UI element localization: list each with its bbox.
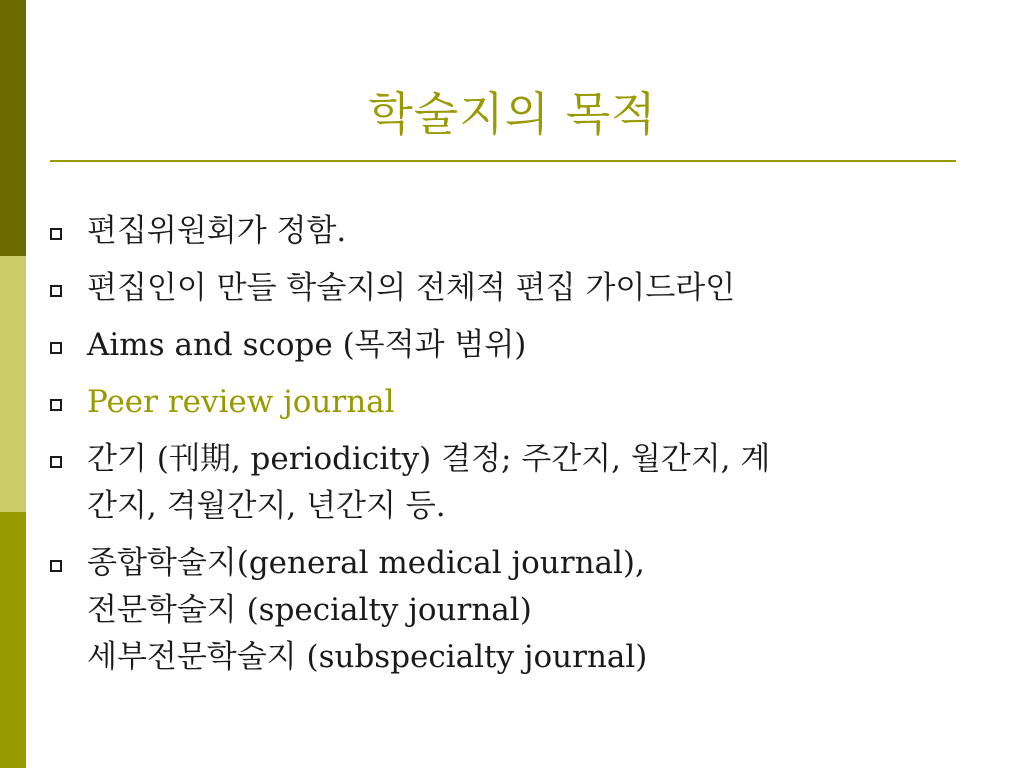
bullet-text: 편집인이 만들 학술지의 전체적 편집 가이드라인 [87, 270, 736, 306]
bullet-item [50, 436, 990, 530]
side-bar-mid-segment [0, 512, 26, 768]
bullet-text: Peer review journal [87, 384, 395, 420]
side-bar-dark-segment [0, 0, 26, 256]
bullet-list [50, 208, 990, 691]
bullet-item [50, 322, 990, 369]
square-bullet-icon [50, 285, 62, 297]
square-bullet-icon [50, 399, 62, 411]
side-bar-light-segment [0, 256, 26, 512]
bullet-item-highlight [50, 379, 990, 426]
bullet-text-continued: 간지, 격월간지, 년간지 등. [87, 488, 446, 524]
bullet-text: 편집위원회가 정함. [87, 213, 347, 249]
square-bullet-icon [50, 560, 62, 572]
bullet-text: Aims and scope (목적과 범위) [87, 327, 527, 363]
square-bullet-icon [50, 456, 62, 468]
square-bullet-icon [50, 342, 62, 354]
square-bullet-icon [50, 228, 62, 240]
title-divider [50, 160, 956, 162]
bullet-text-continued: 세부전문학술지 (subspecialty journal) [87, 639, 648, 675]
bullet-text: 간기 (刊期, periodicity) 결정; 주간지, 월간지, 계 [87, 441, 771, 477]
bullet-text: 종합학술지(general medical journal), [87, 545, 645, 581]
bullet-item [50, 265, 990, 312]
slide-title: 학술지의 목적 [368, 87, 657, 141]
bullet-text-continued: 전문학술지 (specialty journal) [87, 592, 532, 628]
bullet-item [50, 208, 990, 255]
bullet-item [50, 540, 990, 681]
